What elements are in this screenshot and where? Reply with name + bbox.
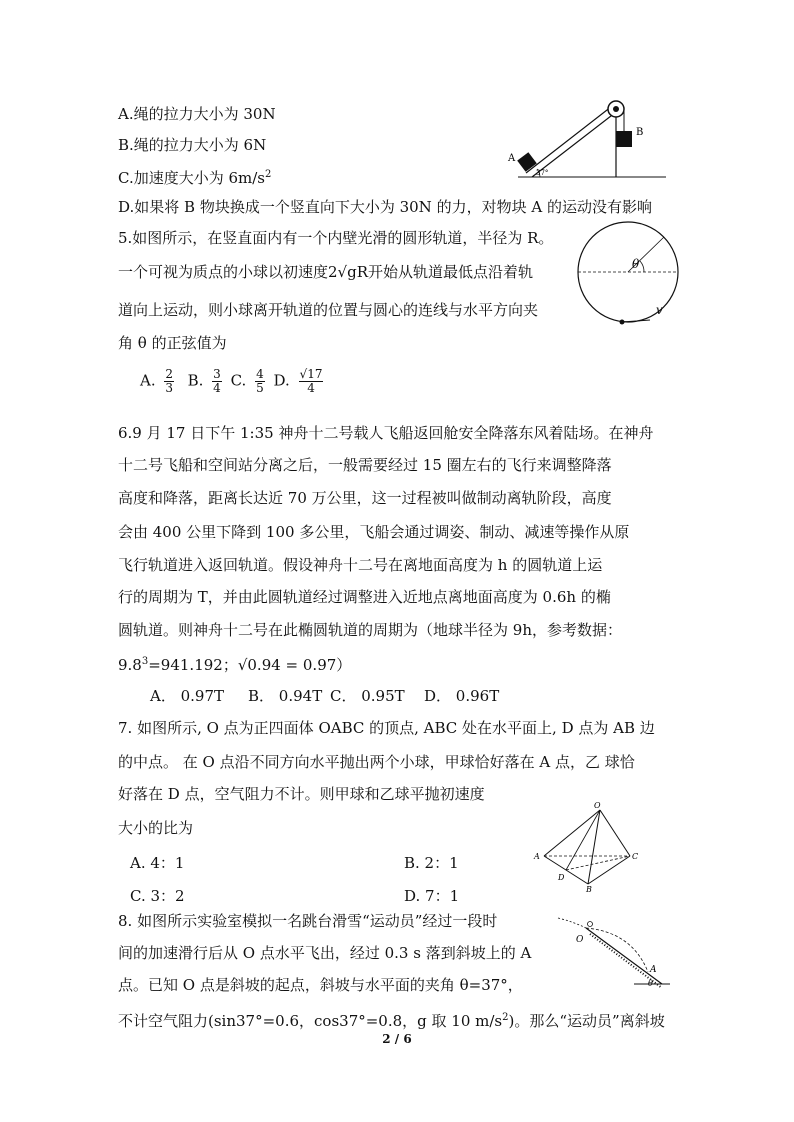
q4-label-a: A: [508, 153, 516, 164]
q4-option-d: D.如果将 B 物块换成一个竖直向下大小为 30N 的力，对物块 A 的运动没有影响: [118, 198, 652, 216]
q5-option-d-fraction: $\frac{√17}{4}$: [299, 367, 323, 395]
q4-label-b: B: [636, 127, 644, 138]
q8-line-1: 8. 如图所示实验室模拟一名跳台滑雪“运动员”经过一段时: [118, 912, 498, 930]
q7-label-a: A: [534, 852, 540, 861]
q7-line-3: 好落在 D 点，空气阻力不计。则甲球和乙球平抛初速度: [118, 785, 485, 803]
q8-slope-line: [586, 928, 662, 984]
q7-line-2: 的中点。 在 O 点沿不同方向水平抛出两个小球，甲球恰好落在 A 点，乙 球恰: [118, 753, 635, 771]
q5-circle-figure: [568, 218, 688, 328]
q7-edge-bc: [588, 856, 630, 884]
q6-line-5: 飞行轨道进入返回轨道。假设神舟十二号在离地面高度为 h 的圆轨道上运: [118, 556, 603, 574]
q5-option-c-fraction: $\frac{4}{5}$: [256, 367, 264, 395]
q7-line-1: 7. 如图所示, O 点为正四面体 OABC 的顶点, ABC 处在水平面上, D 点为 AB 边: [118, 719, 655, 737]
q6-option-d: D． 0.96T: [424, 687, 500, 705]
q6-option-c: C． 0.95T: [330, 687, 405, 705]
q5-v-label: v: [656, 303, 663, 317]
q6-line-8-b: =941.192；√0.94 = 0.97）: [148, 656, 352, 674]
q6-line-3: 高度和降落，距离长达近 70 万公里，这一过程被叫做制动离轨阶段，高度: [118, 489, 612, 507]
q7-edge-oa: [544, 810, 600, 856]
q7-option-d: D. 7：1: [404, 887, 460, 905]
q7-option-c: C. 3：2: [130, 887, 185, 905]
q7-option-b: B. 2：1: [404, 854, 459, 872]
q4-option-b: B.绳的拉力大小为 6N: [118, 136, 267, 154]
q7-label-c: C: [632, 852, 639, 861]
q5-theta-label: θ: [632, 257, 640, 271]
q7-label-b: B: [586, 885, 592, 892]
q4-option-c: [118, 165, 271, 188]
q4-incline-upper: [526, 103, 616, 173]
q7-line-4: 大小的比为: [118, 819, 194, 837]
q6-line-7: 圆轨道。则神舟十二号在此椭圆轨道的周期为（地球半径为 9h，参考数据：: [118, 621, 622, 639]
q7-label-d: D: [558, 873, 565, 882]
q6-line-8-a: 9.8: [118, 656, 142, 674]
q8-line-4-sup: 2: [502, 1012, 509, 1023]
q4-block-b: [616, 131, 632, 147]
q8-line-3: 点。已知 O 点是斜坡的起点，斜坡与水平面的夹角 θ=37°，: [118, 976, 523, 994]
q7-label-o: O: [594, 801, 601, 810]
q8-line-4-a: 不计空气阻力(sin37°=0.6，cos37°=0.8，g 取 10 m/s: [118, 1012, 503, 1030]
q8-label-o: O: [576, 935, 584, 945]
q5-option-d-label: D.: [273, 371, 290, 390]
q6-line-8-sup: 3: [141, 656, 149, 667]
q5-option-b-label: B.: [187, 371, 204, 390]
q5-option-c-label: C.: [230, 371, 247, 390]
q6-option-b: B． 0.94T: [248, 687, 323, 705]
q6-line-4: 会由 400 公里下降到 100 多公里，飞船会通过调姿、制动、减速等操作从原: [118, 523, 630, 541]
q5-line-2-post: 开始从轨道最低点沿着轨: [368, 263, 534, 281]
q4-option-c-text: C.加速度大小为 6m/s: [118, 169, 265, 187]
q5-option-a-fraction: $\frac{2}{3}$: [165, 367, 174, 395]
q6-option-a: A． 0.97T: [150, 687, 225, 705]
q5-options: [140, 368, 327, 395]
q7-edge-oc: [600, 810, 630, 856]
q6-line-1: 6.9 月 17 日下午 1:35 神舟十二号载人飞船返回舱安全降落东风着陆场。在神舟: [118, 424, 654, 442]
q5-line-2-pre: 一个可视为质点的小球以初速度: [118, 263, 329, 281]
q5-line-2: [118, 262, 533, 282]
q8-label-theta: θ: [648, 979, 653, 988]
page-number: 2 / 6: [382, 1032, 412, 1046]
q4-incline-figure: [506, 95, 666, 185]
q5-line-1: 5.如图所示，在竖直面内有一个内壁光滑的圆形轨道，半径为 R。: [118, 229, 554, 247]
q8-skier: [588, 922, 593, 927]
q8-line-4: [118, 1008, 665, 1031]
q4-angle-label: 37°: [536, 169, 549, 177]
q5-line-3: 道向上运动，则小球离开轨道的位置与圆心的连线与水平方向夹: [118, 301, 539, 319]
q7-tetrahedron-figure: [532, 800, 652, 892]
q5-theta-arc: [640, 261, 644, 272]
q8-label-a: A: [650, 965, 657, 975]
q8-slope-figure: [552, 908, 672, 990]
q8-line-4-b: )。那么“运动员”离斜坡: [508, 1012, 665, 1030]
q5-velocity-formula: 2√gR: [328, 263, 369, 281]
q4-incline-lower: [532, 109, 620, 177]
q4-block-a: [517, 152, 537, 172]
q5-option-a-label: A.: [140, 371, 156, 390]
q6-line-2: 十二号飞船和空间站分离之后，一般需要经过 15 圈左右的飞行来调整降落: [118, 456, 612, 474]
q8-ramp: [558, 918, 586, 928]
q8-line-2: 间的加速滑行后从 O 点水平飞出，经过 0.3 s 落到斜坡上的 A: [118, 944, 532, 962]
q5-option-b-fraction: $\frac{3}{4}$: [213, 367, 221, 395]
q4-option-c-sup: 2: [265, 169, 272, 180]
q4-option-a: A.绳的拉力大小为 30N: [118, 105, 276, 123]
q7-option-a: A. 4：1: [130, 854, 185, 872]
q5-line-4: 角 θ 的正弦值为: [118, 334, 227, 352]
q6-line-8: [118, 652, 351, 675]
q6-line-6: 行的周期为 T，并由此圆轨道经过调整进入近地点离地面高度为 0.6h 的椭: [118, 588, 611, 606]
q4-pulley-hub: [613, 106, 619, 112]
